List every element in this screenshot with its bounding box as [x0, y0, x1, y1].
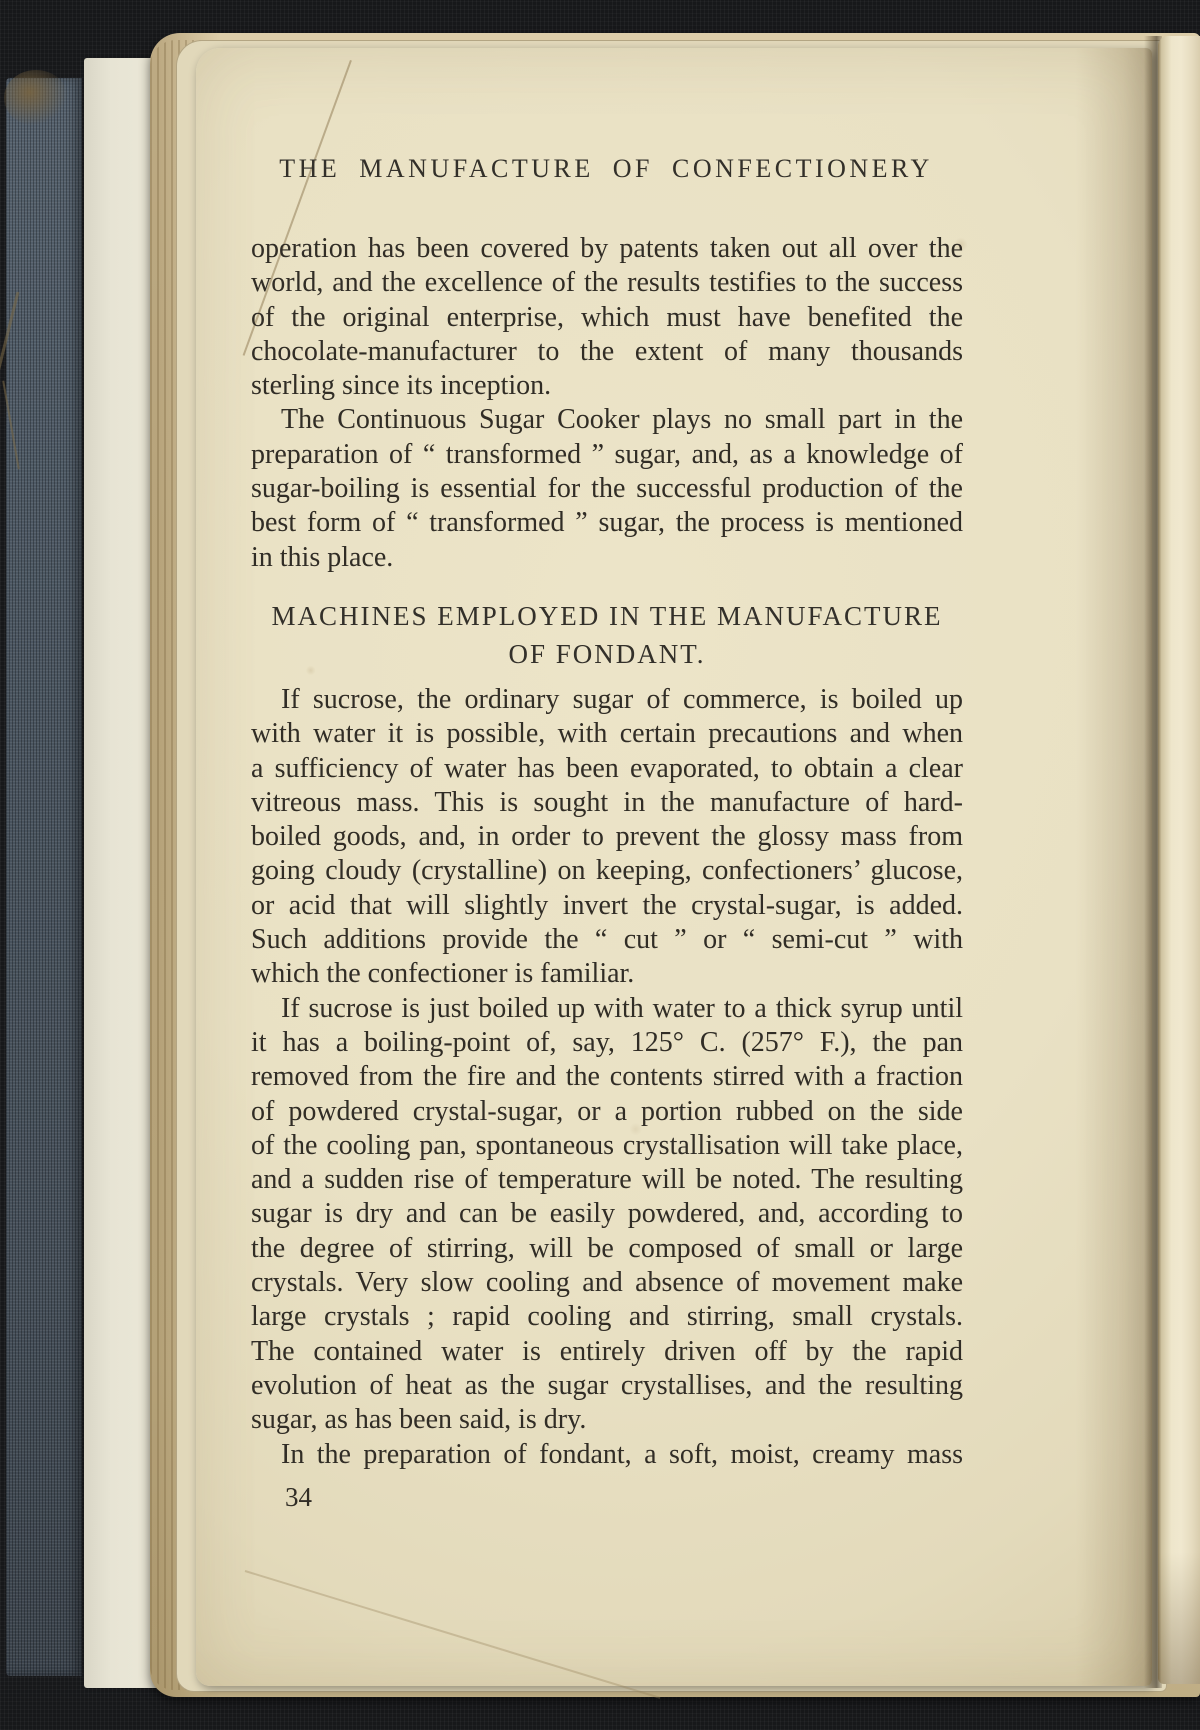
body-line: sugar-boiling is essential for the successful production of the [251, 473, 963, 505]
body-line: In the preparation of fondant, a soft, moist, creamy mass [281, 1438, 963, 1470]
paragraph [251, 232, 963, 403]
bottom-page-crease [245, 1570, 661, 1699]
body-line: chocolate-manufacturer to the extent of many thousands [251, 335, 963, 367]
body-line: best form of “ transformed ” sugar, the process is mentioned [251, 507, 963, 539]
body-line: sugar, as has been said, is dry. [251, 1404, 587, 1436]
body-line: vitreous mass. This is sought in the manufacture of hard- [251, 786, 963, 818]
page-number: 34 [285, 1481, 312, 1512]
body-line: of the cooling pan, spontaneous crystallisation will take place, [251, 1129, 963, 1161]
paragraph [251, 403, 963, 574]
spine-frayed-cloth [4, 70, 68, 126]
paragraph [251, 992, 963, 1438]
body-line: crystals. Very slow cooling and absence of movement make [251, 1267, 963, 1299]
book-page [196, 48, 1152, 1686]
body-line: If sucrose is just boiled up with water to a thick syrup until [281, 992, 963, 1024]
body-line: The contained water is entirely driven off by the rapid [251, 1335, 963, 1367]
next-page-edge [1158, 36, 1200, 1684]
paragraph [251, 1438, 963, 1472]
body-line: in this place. [251, 541, 394, 573]
section-heading [251, 597, 963, 673]
section-heading-line: OF FONDANT. [508, 638, 706, 669]
body-line: boiled goods, and, in order to prevent the glossy mass from [251, 821, 963, 853]
body-line: with water it is possible, with certain precautions and when [251, 718, 963, 750]
body-line: going cloudy (crystalline) on keeping, confectioners’ glucose, [251, 855, 963, 887]
body-line: it has a boiling-point of, say, 125° C. (257° F.), the pan [251, 1026, 963, 1058]
flyleaf-edge [84, 58, 160, 1688]
body-line: large crystals ; rapid cooling and stirring, small crystals. [251, 1301, 963, 1333]
text-content [251, 232, 963, 1514]
body-line: a sufficiency of water has been evaporated, to obtain a clear [251, 752, 963, 784]
body-line: or acid that will slightly invert the crystal-sugar, is added. [251, 889, 963, 921]
body-line: operation has been covered by patents taken out all over the [251, 233, 963, 264]
body-line: preparation of “ transformed ” sugar, and, as a knowledge of [251, 438, 963, 470]
running-head: THE MANUFACTURE OF CONFECTIONERY [279, 154, 933, 183]
body-line: world, and the excellence of the results testifies to the success [251, 267, 963, 299]
body-line: sugar is dry and can be easily powdered, and, according to [251, 1198, 963, 1230]
body-line: sterling since its inception. [251, 370, 552, 402]
body-line: which the confectioner is familiar. [251, 958, 635, 990]
body-line: and a sudden rise of temperature will be noted. The resulting [251, 1164, 963, 1196]
body-line: removed from the fire and the contents stirred with a fraction [251, 1061, 963, 1093]
body-line: of the original enterprise, which must have benefited the [251, 301, 963, 333]
body-line: The Continuous Sugar Cooker plays no small part in the [281, 404, 963, 436]
section-heading-line: MACHINES EMPLOYED IN THE MANUFACTURE [271, 600, 943, 631]
body-line: Such additions provide the “ cut ” or “ semi-cut ” with [251, 924, 963, 956]
paragraph [251, 683, 963, 992]
body-line: evolution of heat as the sugar crystallises, and the resulting [251, 1369, 963, 1401]
body-line: of powdered crystal-sugar, or a portion rubbed on the side [251, 1095, 963, 1127]
book-cover-spine-edge [6, 78, 82, 1676]
body-line: the degree of stirring, will be composed of small or large [251, 1232, 963, 1264]
body-line: If sucrose, the ordinary sugar of commerce, is boiled up [281, 683, 963, 715]
